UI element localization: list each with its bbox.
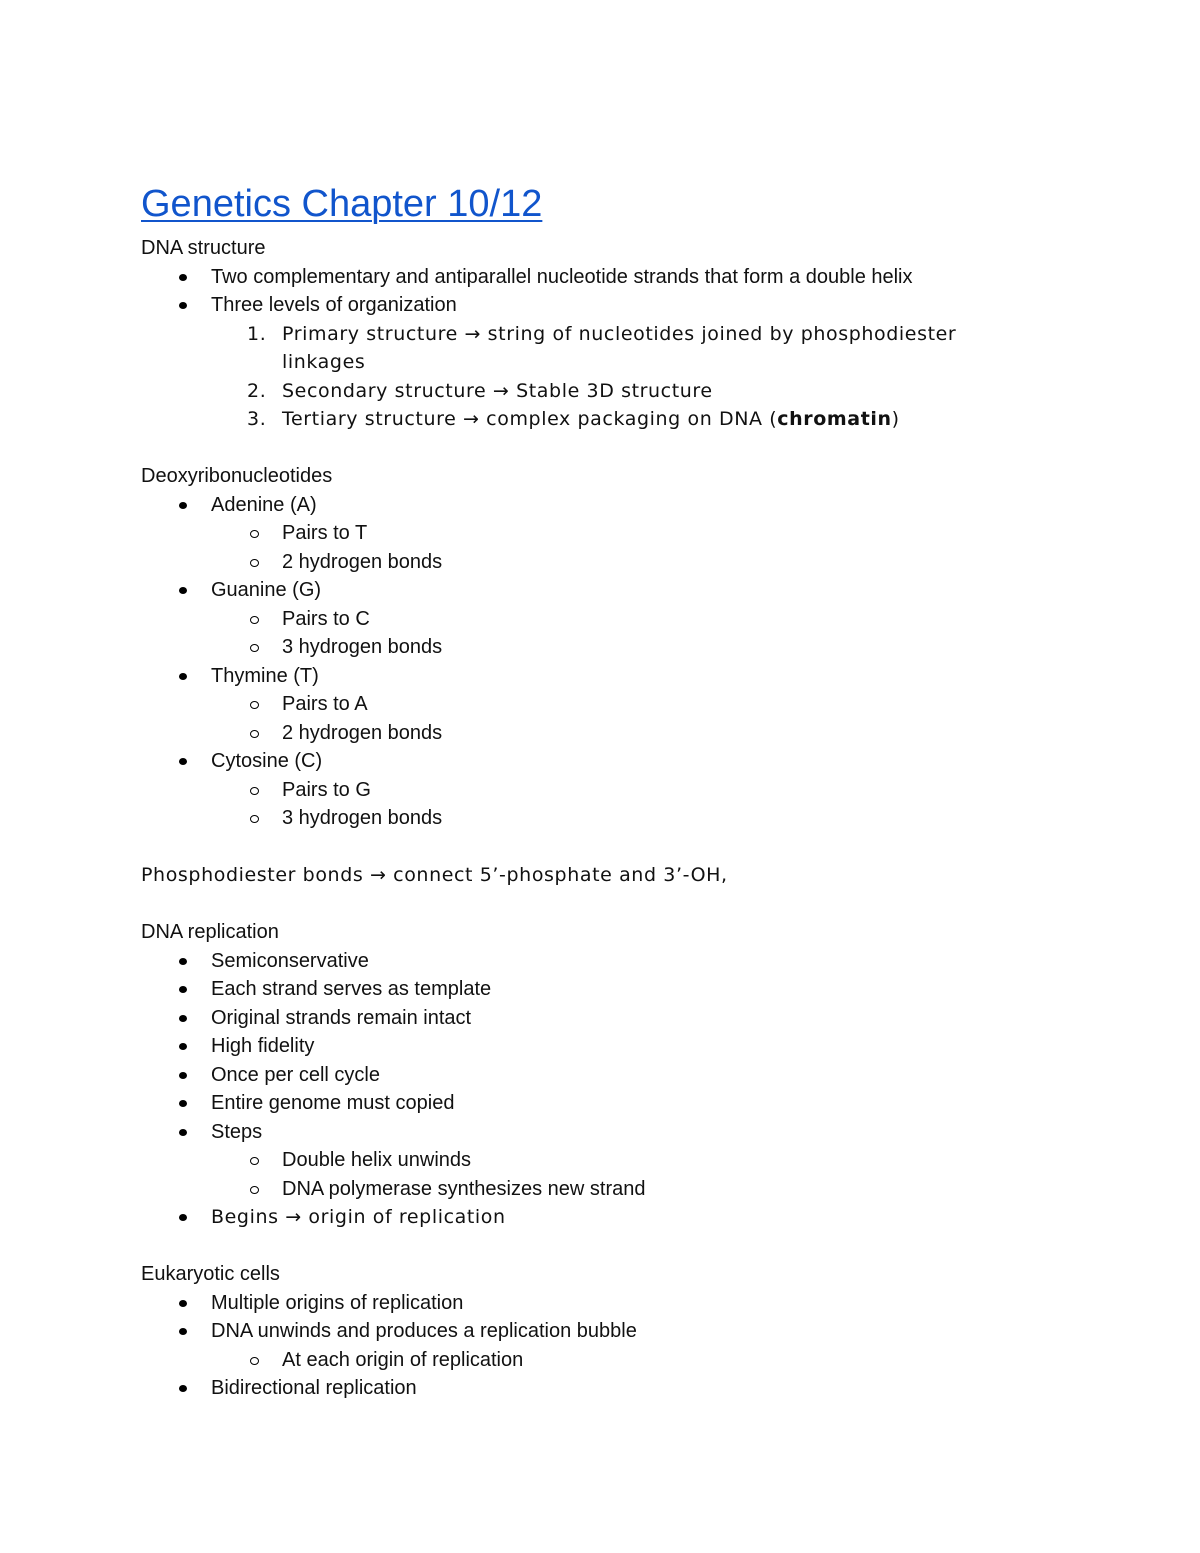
list-item (141, 263, 1041, 292)
sub-list-item (141, 804, 1041, 833)
bullet-icon (179, 587, 187, 594)
bullet-icon (179, 1015, 187, 1022)
list-item (141, 291, 1041, 320)
list-item (141, 1289, 1041, 1318)
blank-line (141, 833, 1041, 862)
list-item-text: DNA unwinds and produces a replication bubble (211, 1320, 637, 1342)
bullet-icon (179, 1043, 187, 1050)
section-heading-eukaryotic-cells: Eukaryotic cells (141, 1263, 280, 1285)
bullet-icon (179, 986, 187, 993)
sub-list-item-text: Pairs to G (282, 778, 371, 801)
list-item-text: Bidirectional replication (211, 1377, 417, 1399)
numbered-item-text-end: ) (891, 408, 900, 430)
list-item (141, 1118, 1041, 1147)
list-item-text: Guanine (G) (211, 579, 322, 601)
list-item-text: Thymine (T) (211, 664, 319, 687)
numbered-item (141, 320, 1042, 377)
sub-list-item-text: 2 hydrogen bonds (282, 550, 443, 573)
numbered-item-text: Secondary structure → Stable 3D structure (282, 379, 713, 402)
list-item (141, 1004, 1041, 1033)
hollow-bullet-icon (250, 701, 259, 709)
list-item (141, 747, 1041, 776)
sub-list-item-text: Pairs to T (282, 522, 368, 544)
sub-list-item-text: 2 hydrogen bonds (282, 721, 443, 744)
numbered-item (141, 405, 1041, 434)
section-heading-dna-replication: DNA replication (141, 921, 279, 943)
sub-list-item-text: Pairs to C (282, 607, 370, 630)
list-item (141, 491, 1041, 520)
sub-list-item-text: 3 hydrogen bonds (282, 807, 443, 829)
sub-list-item-text: Double helix unwinds (282, 1149, 472, 1171)
list-item-text: Three levels of organization (211, 294, 457, 316)
blank-line (141, 434, 1041, 463)
bullet-icon (179, 302, 187, 309)
numbered-item-text: Primary structure → string of nucleotides joined by phosphodiester linkages (282, 322, 957, 373)
list-item-text: Once per cell cycle (211, 1063, 380, 1086)
bullet-icon (179, 958, 187, 965)
sub-list-item-text: 3 hydrogen bonds (282, 636, 443, 658)
sub-list-item (141, 633, 1041, 662)
bullet-icon (179, 1328, 187, 1335)
list-item-text: Adenine (A) (211, 493, 317, 516)
list-item (141, 662, 1041, 691)
list-item (141, 947, 1041, 976)
sub-list-item (141, 1346, 1041, 1375)
list-item (141, 1061, 1041, 1090)
list-item (141, 1032, 1041, 1061)
document-page (141, 178, 1041, 1403)
bullet-icon (179, 1214, 187, 1221)
bold-term-chromatin: chromatin (777, 408, 892, 430)
sub-list-item (141, 548, 1041, 577)
list-item-text: Begins → origin of replication (211, 1206, 506, 1228)
bullet-icon (179, 1300, 187, 1307)
bullet-icon (179, 758, 187, 765)
sub-list-item (141, 1175, 1041, 1204)
list-item-text: Steps (211, 1120, 263, 1143)
hollow-bullet-icon (250, 787, 259, 795)
hollow-bullet-icon (250, 1157, 259, 1165)
list-item (141, 1203, 1041, 1232)
sub-list-item-text: At each origin of replication (282, 1348, 524, 1371)
numbered-item (141, 377, 1041, 406)
bullet-icon (179, 1100, 187, 1107)
sub-list-item (141, 776, 1041, 805)
item-number: 2. (247, 379, 267, 402)
bullet-icon (179, 1072, 187, 1079)
section-heading-dna-structure: DNA structure (141, 237, 266, 259)
list-item-text: Semiconservative (211, 949, 369, 972)
bullet-icon (179, 673, 187, 680)
hollow-bullet-icon (250, 616, 259, 624)
item-number: 1. (247, 322, 267, 345)
list-item (141, 1317, 1041, 1346)
list-item-text: Original strands remain intact (211, 1006, 472, 1029)
bullet-icon (179, 502, 187, 509)
numbered-item-text: Tertiary structure → complex packaging on DNA ( (282, 408, 778, 430)
hollow-bullet-icon (250, 530, 259, 538)
sub-list-item (141, 690, 1041, 719)
blank-line (141, 1232, 1041, 1261)
list-item-text: Cytosine (C) (211, 750, 323, 772)
hollow-bullet-icon (250, 1357, 259, 1365)
list-item (141, 576, 1041, 605)
list-item-text: Entire genome must copied (211, 1092, 455, 1114)
sub-list-item-text: Pairs to A (282, 693, 368, 715)
document-title[interactable]: Genetics Chapter 10/12 (141, 183, 543, 225)
blank-line (141, 890, 1041, 919)
list-item (141, 1374, 1041, 1403)
list-item-text: Two complementary and antiparallel nucleotide strands that form a double helix (211, 265, 913, 288)
sub-list-item (141, 719, 1041, 748)
sub-list-item (141, 1146, 1041, 1175)
list-item (141, 1089, 1041, 1118)
hollow-bullet-icon (250, 730, 259, 738)
hollow-bullet-icon (250, 815, 259, 823)
item-number: 3. (247, 408, 267, 430)
list-item-text: Each strand serves as template (211, 978, 492, 1000)
sub-list-item (141, 605, 1041, 634)
hollow-bullet-icon (250, 559, 259, 567)
sub-list-item (141, 519, 1041, 548)
list-item-text: Multiple origins of replication (211, 1291, 464, 1314)
bullet-icon (179, 274, 187, 281)
sub-list-item-text: DNA polymerase synthesizes new strand (282, 1177, 646, 1200)
list-item (141, 975, 1041, 1004)
bullet-icon (179, 1385, 187, 1392)
phosphodiester-line: Phosphodiester bonds → connect 5’-phosphate and 3’-OH, (141, 864, 728, 886)
hollow-bullet-icon (250, 1186, 259, 1194)
hollow-bullet-icon (250, 644, 259, 652)
section-heading-deoxyribonucleotides: Deoxyribonucleotides (141, 465, 333, 487)
list-item-text: High fidelity (211, 1035, 315, 1057)
bullet-icon (179, 1129, 187, 1136)
